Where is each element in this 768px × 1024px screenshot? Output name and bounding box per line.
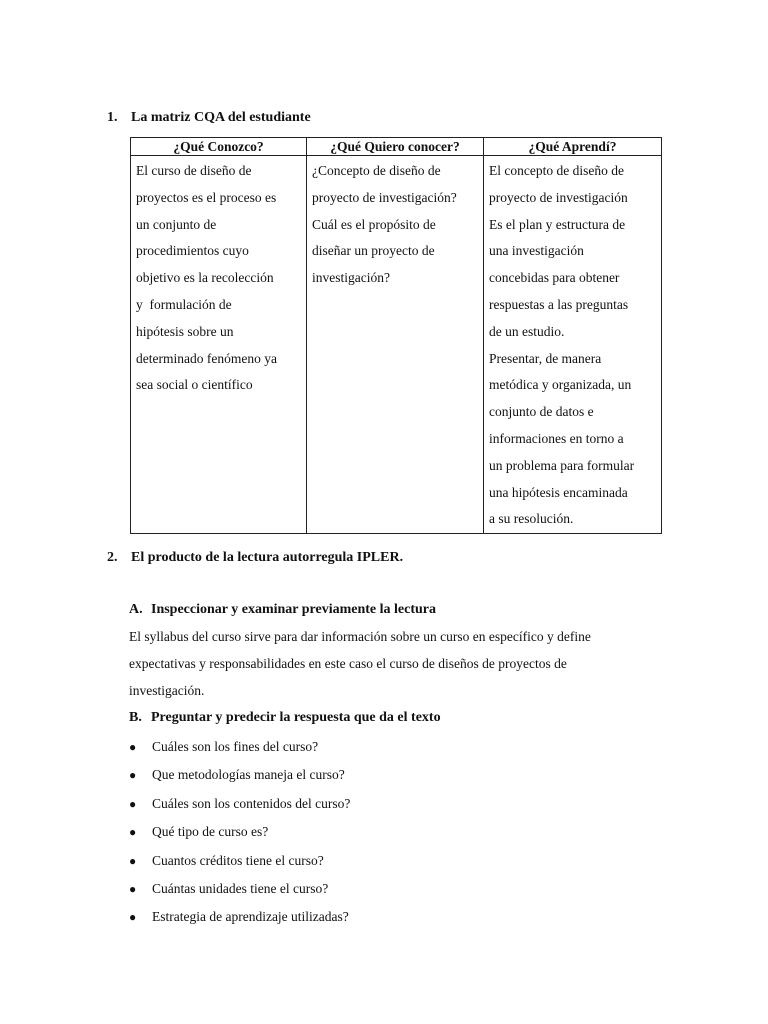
cell-line: Cuál es el propósito de bbox=[312, 216, 436, 232]
cell-line: una investigación bbox=[489, 243, 584, 259]
list-item-text: Cuántas unidades tiene el curso? bbox=[152, 880, 329, 896]
cell-line: proyecto de investigación bbox=[489, 189, 628, 205]
bullet-icon: ● bbox=[129, 881, 137, 896]
list-item bbox=[129, 764, 350, 792]
cell-line: Presentar, de manera bbox=[489, 350, 602, 366]
bullet-icon: ● bbox=[129, 825, 137, 840]
cell-line: de un estudio. bbox=[489, 323, 565, 339]
list-item bbox=[129, 850, 350, 878]
list-item-text: Cuáles son los contenidos del curso? bbox=[152, 795, 351, 811]
cell-line: y formulación de bbox=[136, 296, 232, 312]
cell-line: procedimientos cuyo bbox=[136, 243, 249, 259]
subsection-a-heading bbox=[129, 602, 436, 618]
cell-line: diseñar un proyecto de bbox=[312, 243, 435, 259]
cell-line: informaciones en torno a bbox=[489, 430, 624, 446]
cell-line: Es el plan y estructura de bbox=[489, 216, 626, 232]
cell-line: respuestas a las preguntas bbox=[489, 296, 629, 312]
subsection-a-title: Inspeccionar y examinar previamente la lectura bbox=[151, 602, 437, 617]
cell-line: conjunto de datos e bbox=[489, 404, 594, 420]
section-2-number: 2. bbox=[107, 550, 118, 565]
cell-line: hipótesis sobre un bbox=[136, 323, 234, 339]
cell-line: El curso de diseño de bbox=[136, 163, 252, 178]
cell-line: metódica y organizada, un bbox=[489, 377, 632, 393]
table-header-row bbox=[131, 138, 662, 156]
cell-line: objetivo es la recolección bbox=[136, 270, 274, 286]
list-item bbox=[129, 821, 350, 849]
cell-line: investigación? bbox=[312, 270, 390, 286]
cqa-table bbox=[130, 137, 662, 534]
cell-line: proyectos es el proceso es bbox=[136, 189, 277, 205]
cell-line: ¿Concepto de diseño de bbox=[312, 163, 441, 178]
cell-line: sea social o científico bbox=[136, 377, 253, 393]
list-item-text: Que metodologías maneja el curso? bbox=[152, 767, 345, 783]
header-que-aprendi: ¿Qué Aprendí? bbox=[484, 138, 662, 156]
cell-que-conozco bbox=[131, 156, 307, 534]
paragraph-line: expectativas y responsabilidades en este caso el curso de diseños de proyectos de bbox=[129, 656, 567, 671]
paragraph-line: investigación. bbox=[129, 683, 205, 698]
bullet-icon: ● bbox=[129, 796, 137, 811]
subsection-b-letter: B. bbox=[129, 710, 142, 725]
section-1-number: 1. bbox=[107, 110, 118, 125]
list-item-text: Cuantos créditos tiene el curso? bbox=[152, 852, 324, 868]
section-2-title: El producto de la lectura autorregula IPLER. bbox=[131, 550, 404, 565]
cell-line: un conjunto de bbox=[136, 216, 217, 232]
bullet-icon: ● bbox=[129, 740, 137, 754]
cell-que-quiero-conocer bbox=[307, 156, 484, 534]
list-item bbox=[129, 878, 350, 906]
section-1-heading bbox=[107, 109, 311, 127]
header-que-quiero-conocer: ¿Qué Quiero conocer? bbox=[307, 138, 484, 156]
cell-line: una hipótesis encaminada bbox=[489, 484, 628, 500]
cell-line: determinado fenómeno ya bbox=[136, 350, 277, 366]
cell-que-aprendi bbox=[484, 156, 662, 534]
list-item bbox=[129, 736, 350, 764]
paragraph-line: El syllabus del curso sirve para dar información sobre un curso en específico y define bbox=[129, 629, 591, 644]
bullet-icon: ● bbox=[129, 853, 137, 868]
header-que-conozco: ¿Qué Conozco? bbox=[131, 138, 307, 156]
cell-line: El concepto de diseño de bbox=[489, 163, 624, 178]
cell-line: a su resolución. bbox=[489, 511, 574, 527]
subsection-a-letter: A. bbox=[129, 602, 143, 617]
list-item-text: Cuáles son los fines del curso? bbox=[152, 739, 319, 754]
cell-line: un problema para formular bbox=[489, 457, 635, 473]
cell-line: concebidas para obtener bbox=[489, 270, 620, 286]
subsection-b-heading bbox=[129, 710, 441, 726]
subsection-b-title: Preguntar y predecir la respuesta que da el texto bbox=[151, 710, 441, 725]
list-item bbox=[129, 793, 350, 821]
section-1-title: La matriz CQA del estudiante bbox=[131, 110, 311, 125]
question-list bbox=[129, 736, 350, 935]
list-item-text: Estrategia de aprendizaje utilizadas? bbox=[152, 909, 349, 925]
bullet-icon: ● bbox=[129, 910, 137, 925]
list-item bbox=[129, 906, 350, 934]
list-item-text: Qué tipo de curso es? bbox=[152, 824, 269, 840]
table-row bbox=[131, 156, 662, 534]
cell-line: proyecto de investigación? bbox=[312, 189, 457, 205]
bullet-icon: ● bbox=[129, 768, 137, 783]
section-2-heading bbox=[107, 549, 403, 567]
